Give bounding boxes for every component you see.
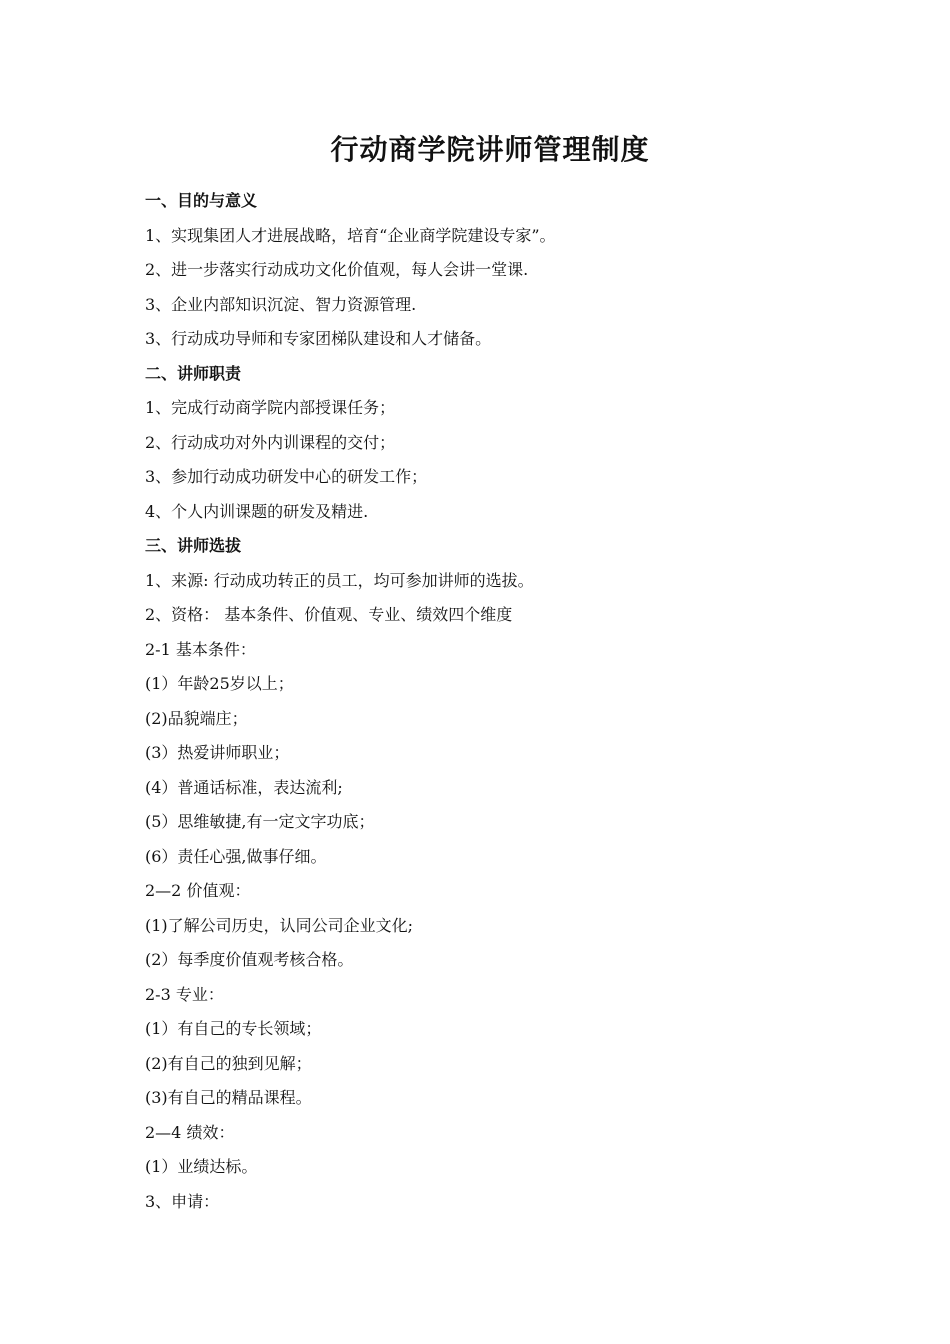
body-line: (1)了解公司历史，认同公司企业文化; (145, 915, 414, 935)
body-line: 2、资格： 基本条件、价值观、专业、绩效四个维度 (145, 605, 513, 624)
body-line: 2—4 绩效： (145, 1122, 235, 1142)
section-heading: 一、目的与意义 (145, 191, 258, 210)
body-line: (4）普通话标准，表达流利; (145, 777, 343, 797)
body-line: 3、参加行动成功研发中心的研发工作； (145, 467, 428, 486)
body-line: 2、行动成功对外内训课程的交付； (145, 432, 396, 452)
document-title: 行动商学院讲师管理制度 (330, 133, 650, 166)
body-line: (2）每季度价值观考核合格。 (145, 950, 354, 969)
body-line: 1、来源: 行动成功转正的员工，均可参加讲师的选拔。 (145, 570, 534, 590)
document-body (145, 184, 845, 1219)
body-line: 1、完成行动商学院内部授课任务； (145, 398, 396, 417)
section-heading: 二、讲师职责 (145, 363, 242, 383)
body-line: (6）责任心强,做事仔细。 (145, 846, 327, 866)
body-line: 3、申请： (145, 1191, 220, 1211)
body-line: 1、实现集团人才进展战略，培育“企业商学院建设专家”。 (145, 225, 556, 245)
body-line: (2)品貌端庄； (145, 708, 248, 728)
body-line: 3、行动成功导师和专家团梯队建设和人才储备。 (145, 329, 492, 348)
body-line: 2、进一步落实行动成功文化价值观，每人会讲一堂课. (145, 260, 529, 279)
body-line: (5）思维敏捷,有一定文字功底； (145, 812, 375, 831)
body-line: (2)有自己的独到见解； (145, 1053, 312, 1073)
body-line: 3、企业内部知识沉淀、智力资源管理. (145, 294, 417, 314)
body-line: 2-1 基本条件： (145, 639, 256, 659)
body-line: 2—2 价值观： (145, 881, 251, 900)
body-line: (1）年龄25岁以上； (145, 674, 294, 693)
section-heading: 三、讲师选拔 (145, 536, 242, 555)
body-line: (1）业绩达标。 (145, 1157, 258, 1176)
body-line: (3）热爱讲师职业； (145, 743, 290, 762)
body-line: 2-3 专业： (145, 984, 224, 1004)
body-line: 4、个人内训课题的研发及精进. (145, 501, 369, 521)
body-line: (1）有自己的专长领域； (145, 1019, 322, 1038)
body-line: (3)有自己的精品课程。 (145, 1088, 312, 1107)
